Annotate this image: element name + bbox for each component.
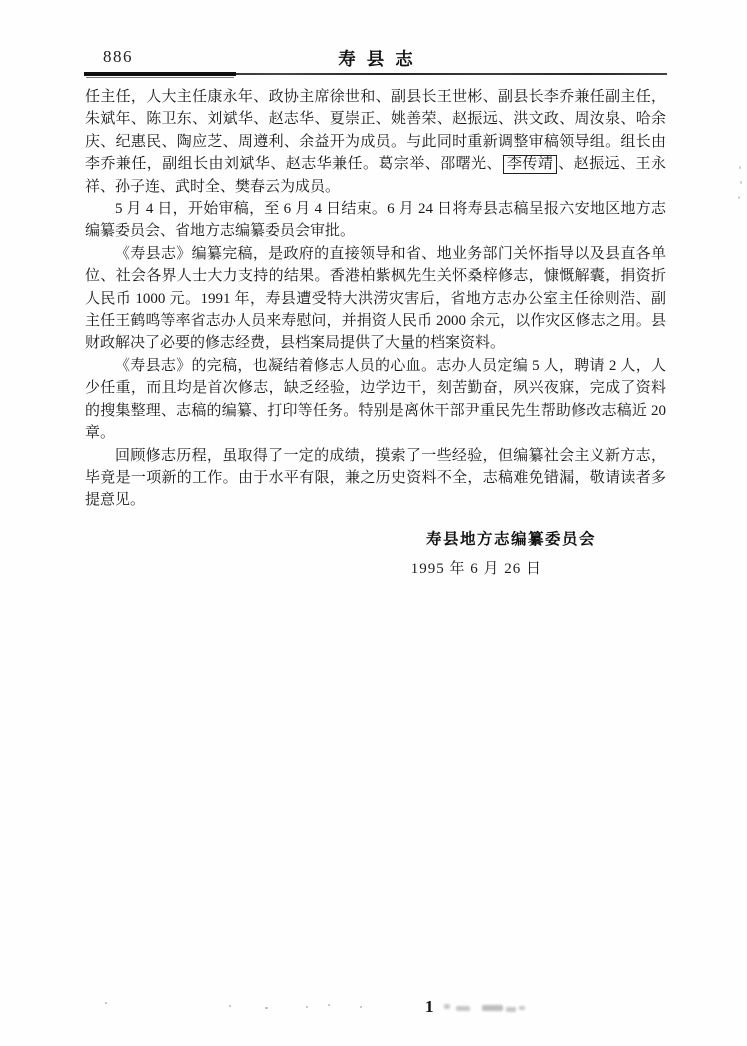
scan-artifact-page-mark: 1 — [425, 997, 434, 1016]
scan-artifact-smudge — [482, 1005, 503, 1011]
paragraph-review-schedule: 5 月 4 日，开始审稿，至 6 月 4 日结束。6 月 24 日将寿县志稿呈报六安地区地方志编纂委员会、省地方志编纂委员会审批。 — [85, 201, 666, 240]
boxed-name: 李传靖 — [503, 155, 557, 174]
paragraph-closing-remarks: 回顾修志历程，虽取得了一定的成绩，摸索了一些经验，但编纂社会主义新方志，毕竟是一项新的工作。由于水平有限，兼之历史资料不全，志稿难免错漏，敬请读者多提意见。 — [85, 447, 666, 509]
scan-speck — [229, 1005, 231, 1007]
scan-artifact-smudge — [519, 1006, 525, 1010]
scan-artifact-smudge — [456, 1006, 470, 1011]
header-rule-thin-segment — [86, 77, 234, 78]
header-rule-heavy-segment — [84, 72, 236, 76]
page-title: 寿县志 — [338, 49, 424, 69]
scan-speck — [265, 1007, 268, 1009]
page-header — [85, 46, 666, 70]
paragraph-1-text-post: 、赵振远、王永祥、孙子连、武时全、樊春云为成员。 — [85, 156, 666, 195]
scan-speck — [740, 181, 742, 184]
scan-artifact-smudge — [506, 1007, 516, 1012]
signature-committee: 寿县地方志编纂委员会 — [425, 530, 596, 548]
scan-speck — [360, 1006, 362, 1008]
scan-artifact-smudge — [444, 1004, 450, 1009]
scan-speck — [739, 166, 741, 169]
page-number: 886 — [103, 47, 133, 66]
signature-block — [85, 529, 666, 581]
body-text — [85, 86, 666, 581]
paragraph-staff-effort: 《寿县志》的完稿，也凝结着修志人员的心血。志办人员定编 5 人，聘请 2 人，人少任重，而且均是首次修志，缺乏经验，边学边干，刻苦勤奋，夙兴夜寐，完成了资料的搜集整理、志稿的编纂、打印等任务。特别是离休干部尹重民先生帮助修改志稿近 20 章。 — [85, 357, 666, 442]
scan-speck — [328, 1004, 330, 1006]
paragraph-acknowledgement: 《寿县志》编纂完稿，是政府的直接领导和省、地业务部门关怀指导以及县直各单位、社会各界人士大力支持的结果。香港柏紫枫先生关怀桑梓修志，慷慨解囊，捐资折人民币 1000 元。1991 年，寿县遭受特大洪涝灾害后，省地方志办公室主任徐则浩、副主任王鹤鸣等率省志办人员来寿慰问，并捐资人民币 2000 余元，以作灾区修志之用。县财政解决了必要的修志经费，县档案局提供了大量的档案资料。 — [85, 245, 666, 352]
scan-speck — [105, 1002, 107, 1004]
header-rule — [84, 72, 667, 79]
scan-speck — [738, 196, 740, 199]
scan-speck — [306, 1006, 308, 1008]
paragraph-members-continued — [85, 86, 666, 198]
paragraph-1-text-pre: 任主任，人大主任康永年、政协主席徐世和、副县长王世彬、副县长李乔兼任副主任，朱斌年、陈卫东、刘斌华、赵志华、夏崇正、姚善荣、赵振远、洪文政、周汝泉、哈余庆、纪惠民、陶应芝、周遵利、余益开为成员。与此同时重新调整审稿领导组。组长由李乔兼任，副组长由刘斌华、赵志华兼任。葛宗举、邵曙光、 — [85, 89, 666, 173]
signature-date: 1995 年 6 月 26 日 — [410, 561, 542, 578]
